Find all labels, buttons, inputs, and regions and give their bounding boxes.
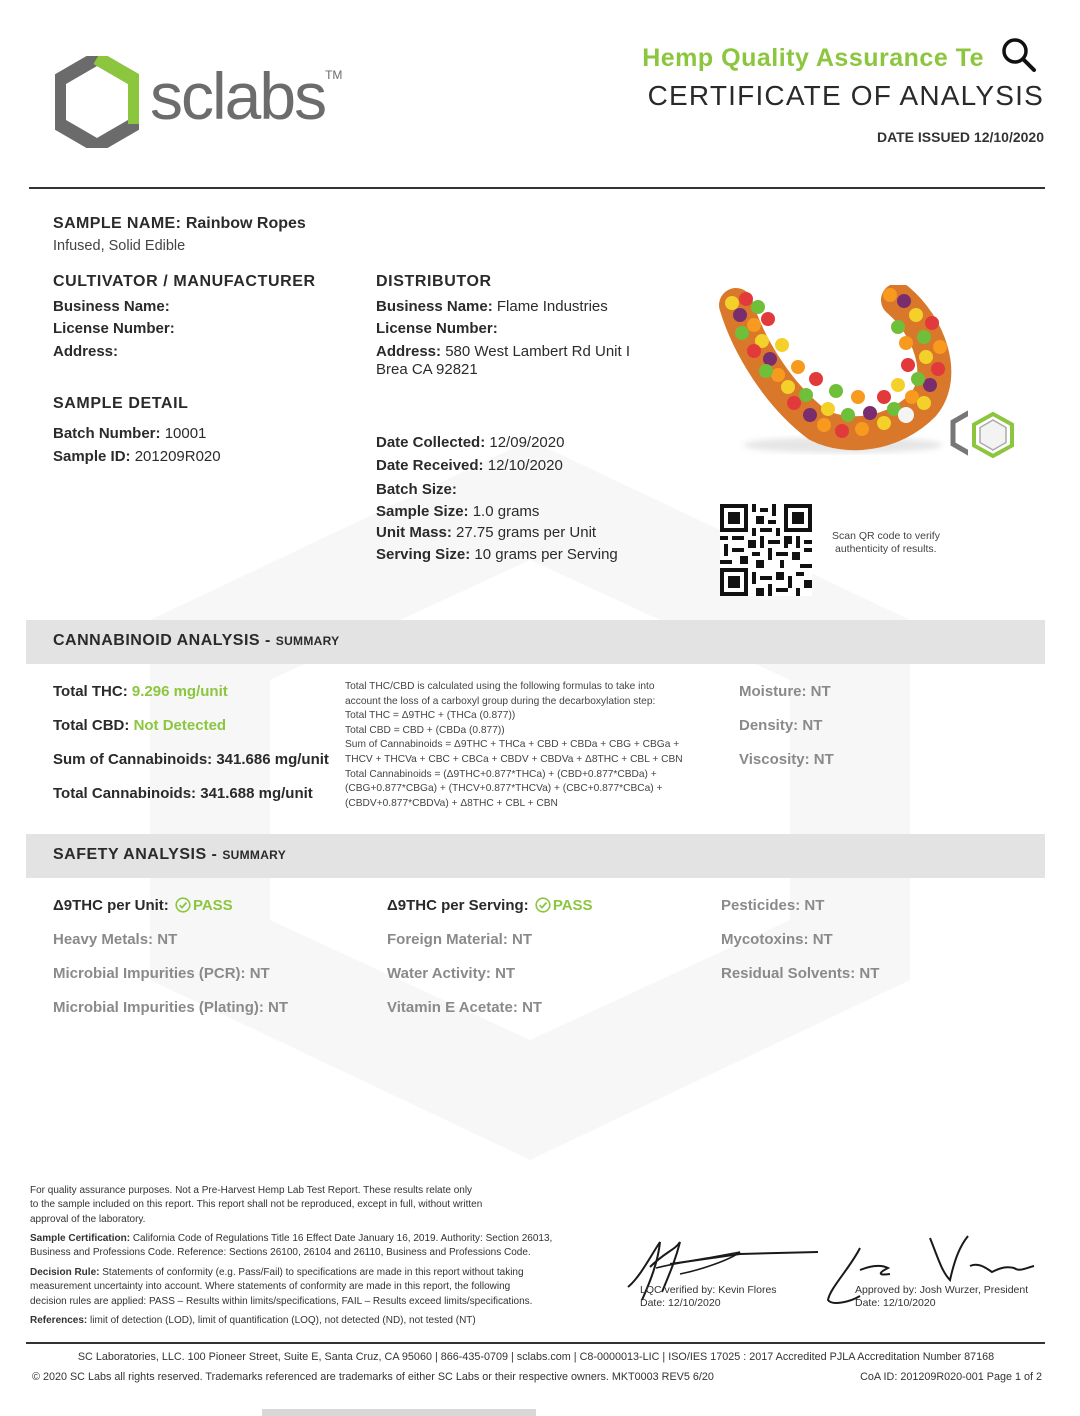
d9thc-per-unit [53,897,233,914]
formula-line: Total CBD = CBD + (CBDa (0.877)) [345,724,505,736]
micro-pcr-label: Microbial Impurities (PCR): [53,965,246,982]
cannabinoid-title-text: CANNABINOID ANALYSIS - [53,632,271,649]
copyright: © 2020 SC Labs all rights reserved. Trademarks referenced are trademarks of either SC Labs or their respective owners. MKT0003 REV5 6/20 [32,1371,714,1383]
search-icon[interactable] [1000,36,1040,76]
sample-size-value: 1.0 grams [472,503,540,520]
cultivator-address: Address: [53,343,119,360]
pesticides [721,897,824,914]
vitamin-label: Vitamin E Acetate: [387,999,518,1016]
residual-label: Residual Solvents: [721,965,856,982]
date-received-label: Date Received: [376,457,484,474]
total-cann-label: Total Cannabinoids: [53,785,197,802]
micro-plating-value: NT [268,999,289,1016]
vitamin-e-acetate [387,999,542,1016]
heavy-metals-value: NT [157,931,178,948]
batch-number [53,423,206,445]
total-cannabinoids [53,785,313,802]
brand-tm: TM [325,68,343,82]
ref-value: limit of detection (LOD), limit of quantification (LOQ), not detected (ND), not tested (NT) [90,1315,476,1326]
sclabs-logo-icon [55,56,139,148]
batch-number-value: 10001 [164,425,207,442]
microbial-plating [53,999,288,1016]
page-title: CERTIFICATE OF ANALYSIS [647,80,1044,111]
micro-plating-label: Microbial Impurities (Plating): [53,999,264,1016]
pesticides-label: Pesticides: [721,897,801,914]
distributor-license-number: License Number: [376,320,498,337]
foreign-label: Foreign Material: [387,931,508,948]
serving-size [376,544,618,566]
mycotoxins [721,931,833,948]
total-thc [53,683,228,700]
sample-type: Infused, Solid Edible [53,238,186,254]
formula-line: Total THC = Δ9THC + (THCa (0.877)) [345,710,516,722]
viscosity [739,751,834,768]
sum-of-cannabinoids [53,751,329,768]
sample-name-value: Rainbow Ropes [185,215,306,232]
date-collected-value: 12/09/2020 [489,434,565,451]
sum-label: Sum of Cannabinoids: [53,751,213,768]
footer-divider [26,1342,1045,1344]
qr-note [832,530,940,556]
rule-line: Statements of conformity (e.g. Pass/Fail) to specifications are made in this report without taking [102,1267,524,1278]
header-subtitle: Hemp Quality Assurance Te [642,44,984,72]
ref-label: References: [30,1315,88,1326]
viscosity-label: Viscosity: [739,751,810,768]
microbial-pcr [53,965,270,982]
formula-notes [345,680,725,811]
disclaimer-line: to the sample included on this report. This report shall not be reproduced, except in full, without written [30,1199,483,1211]
serving-size-value: 10 grams per Serving [474,546,618,563]
cultivator-license-number: License Number: [53,320,175,337]
cultivator-business-name: Business Name: [53,298,170,315]
sample-certification [30,1232,610,1261]
water-value: NT [495,965,516,982]
safety-section-title [53,846,286,864]
formula-line: Total THC/CBD is calculated using the following formulas to take into [345,681,655,692]
d9-unit-label: Δ9THC per Unit: [53,897,169,914]
sclabs-badge-icon [970,412,1016,458]
rule-line: measurement uncertainty into account. Where statements of conformity are made in this report, the following [30,1281,511,1293]
total-cbd [53,717,226,734]
total-thc-value: 9.296 mg/unit [131,683,228,700]
residual-solvents [721,965,879,982]
disclaimer-line: For quality assurance purposes. Not a Pre-Harvest Hemp Lab Test Report. These results relate only [30,1185,473,1196]
total-cann-value: 341.688 mg/unit [200,785,313,802]
cert-line: California Code of Regulations Title 16 Effect Date January 16, 2019. Authority: Section 26013, [132,1233,553,1244]
vitamin-value: NT [522,999,543,1016]
sample-size [376,501,539,523]
sample-id [53,446,221,468]
sample-name [53,215,306,233]
foreign-material [387,931,532,948]
unit-mass-value: 27.75 grams per Unit [456,524,597,541]
approved-by [855,1284,1028,1310]
foreign-value: NT [512,931,533,948]
approved-line2: Date: 12/10/2020 [855,1297,936,1309]
date-issued: DATE ISSUED 12/10/2020 [876,129,1044,145]
rule-line: decision rules are applied: PASS – Results within limits/specifications, FAIL – Results exceed limits/specifications. [30,1295,533,1307]
mycotoxins-value: NT [812,931,833,948]
density-label: Density: [739,717,799,734]
unit-mass-label: Unit Mass: [376,524,452,541]
water-label: Water Activity: [387,965,491,982]
formula-line: (CBDV+0.877*CBDVa) + Δ8THC + CBL + CBN [345,797,558,809]
safety-title-text: SAFETY ANALYSIS - [53,846,218,863]
moisture-label: Moisture: [739,683,807,700]
d9thc-per-serving [387,897,593,914]
distributor-address-line2: Brea CA 92821 [376,361,478,378]
total-cbd-value: Not Detected [133,717,227,734]
qc-line2: Date: 12/10/2020 [640,1297,721,1309]
mycotoxins-label: Mycotoxins: [721,931,809,948]
qc-line1: LQC verified by: Kevin Flores [640,1284,777,1296]
sum-value: 341.686 mg/unit [216,751,329,768]
formula-line: THCV + THCVa + CBC + CBCa + CBDV + CBDVa + Δ8THC + CBL + CBN [345,753,683,765]
d9-serving-value: PASS [552,897,593,914]
total-thc-label: Total THC: [53,683,128,700]
unit-mass [376,522,596,544]
density [739,717,822,734]
pesticides-value: NT [804,897,825,914]
cannabinoid-title-small: SUMMARY [275,634,340,648]
header-divider [29,187,1045,189]
water-activity [387,965,515,982]
date-received-value: 12/10/2020 [487,457,563,474]
brand-wordmark [150,58,342,134]
brand-name: sclabs [150,59,326,133]
distributor-business-label: Business Name: [376,298,493,315]
footer-disclaimer [30,1184,610,1227]
batch-size: Batch Size: [376,481,457,498]
sample-name-label: SAMPLE NAME: [53,215,182,232]
disclaimer-line: approval of the laboratory. [30,1213,146,1225]
rule-label: Decision Rule: [30,1267,100,1278]
qr-code-icon[interactable] [720,504,812,596]
total-cbd-label: Total CBD: [53,717,130,734]
distributor-business-name [376,296,608,318]
qc-verified [640,1284,777,1310]
moisture-value: NT [810,683,831,700]
serving-size-label: Serving Size: [376,546,471,563]
coa-id: CoA ID: 201209R020-001 Page 1 of 2 [860,1371,1042,1383]
formula-line: (CBG+0.877*CBGa) + (THCV+0.877*THCVa) + (CBC+0.877*CBCa) + [345,783,663,795]
batch-number-label: Batch Number: [53,425,161,442]
cultivator-heading: CULTIVATOR / MANUFACTURER [53,273,316,290]
lab-address: SC Laboratories, LLC. 100 Pioneer Street, Suite E, Santa Cruz, CA 95060 | 866-435-0709 | sclabs.com | C8-0000013-LIC | ISO/IES 17025 : 2017 Accredited PJLA Accreditation Number 87168 [77,1351,995,1363]
cert-line: Business and Professions Code. Reference: Sections 26100, 26104 and 26110, Business and Professions Code. [30,1247,531,1259]
date-collected-label: Date Collected: [376,434,486,451]
d9-unit-value: PASS [192,897,233,914]
moisture [739,683,831,700]
date-collected [376,432,564,454]
formula-line: account the loss of a carboxyl group during the decarboxylation step: [345,695,656,707]
references [30,1314,610,1328]
qr-note-line2: authenticity of results. [835,543,937,555]
residual-value: NT [859,965,880,982]
heavy-metals [53,931,177,948]
distributor-address-label: Address: [376,343,442,360]
formula-line: Sum of Cannabinoids = Δ9THC + THCa + CBD + CBDa + CBG + CBGa + [345,739,680,751]
d9-serving-label: Δ9THC per Serving: [387,897,529,914]
product-photo [718,285,968,460]
heavy-metals-label: Heavy Metals: [53,931,154,948]
cannabinoid-section-title [53,632,339,650]
formula-line: Total Cannabinoids = (Δ9THC+0.877*THCa) + (CBD+0.877*CBDa) + [345,768,657,780]
date-received [376,455,563,477]
distributor-business-value: Flame Industries [496,298,608,315]
micro-pcr-value: NT [249,965,270,982]
distributor-address-line1: 580 West Lambert Rd Unit I [445,343,631,360]
sample-detail-heading: SAMPLE DETAIL [53,395,189,412]
page-edge-strip [262,1409,536,1416]
cert-label: Sample Certification: [30,1233,131,1244]
qr-note-line1: Scan QR code to verify [832,530,940,542]
density-value: NT [802,717,823,734]
decision-rule [30,1266,610,1309]
distributor-heading: DISTRIBUTOR [376,273,492,290]
sample-size-label: Sample Size: [376,503,469,520]
sample-id-value: 201209R020 [134,448,221,465]
safety-title-small: SUMMARY [222,848,286,862]
sample-id-label: Sample ID: [53,448,131,465]
pass-check-icon [175,897,191,913]
approved-line1: Approved by: Josh Wurzer, President [855,1284,1029,1296]
viscosity-value: NT [813,751,834,768]
pass-check-icon [535,897,551,913]
